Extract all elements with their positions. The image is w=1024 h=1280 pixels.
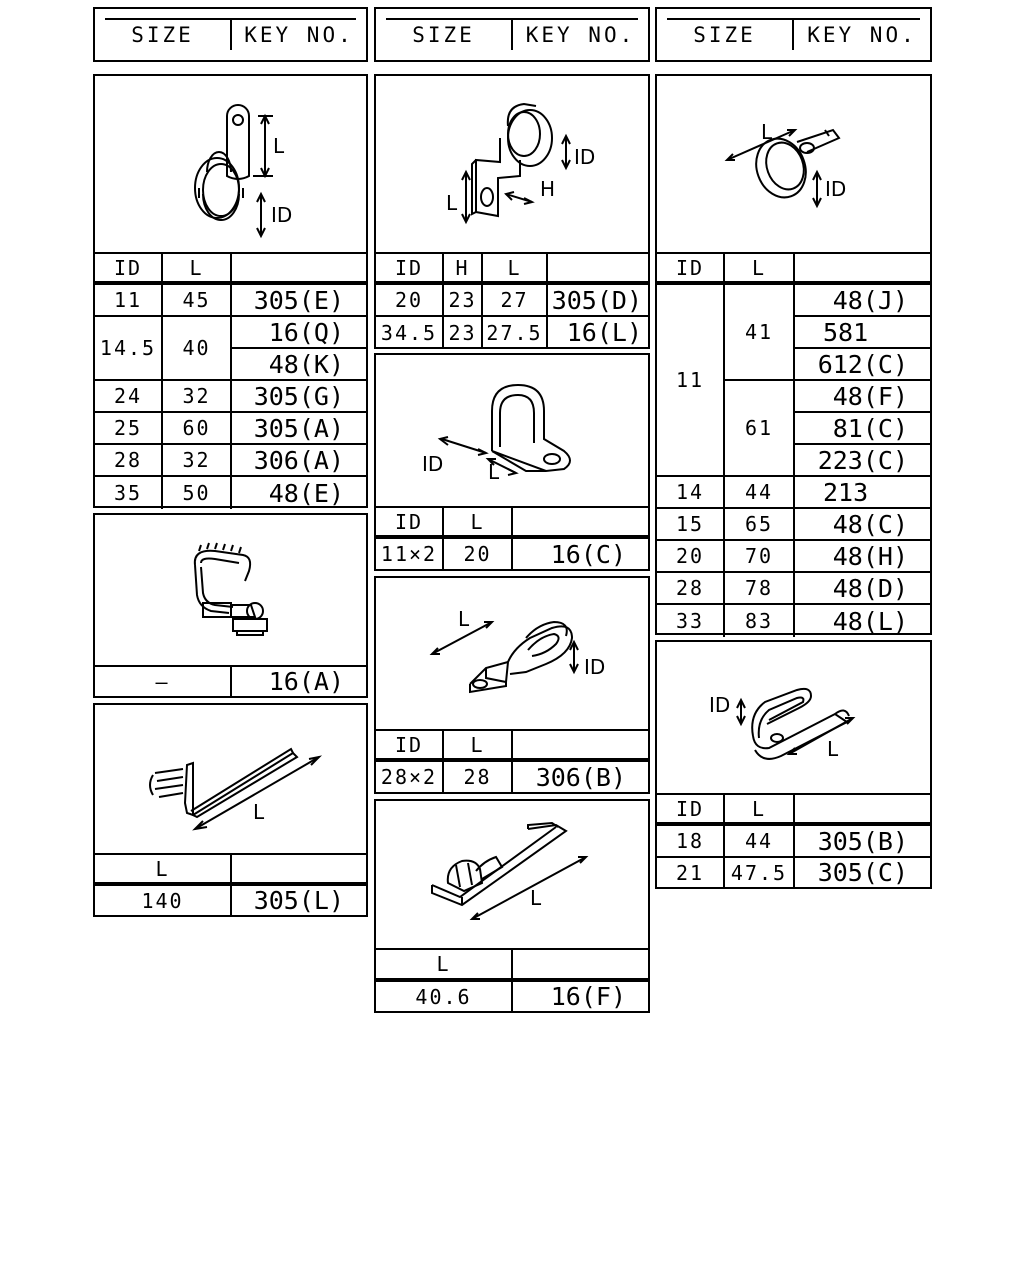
col-id: ID <box>657 254 725 285</box>
cell-key: 612(C) <box>795 349 930 381</box>
col-l: L <box>444 731 513 762</box>
cell-l: 50 <box>163 477 232 509</box>
cell-key: 16(L) <box>566 318 642 347</box>
cell-id: 20 <box>376 285 444 317</box>
cell-key: 581 <box>795 317 930 349</box>
dim-id: ID <box>422 452 444 476</box>
cell-l: 47.5 <box>725 858 795 887</box>
cell-l: 44 <box>725 826 795 858</box>
cell-id: 15 <box>657 509 725 541</box>
cell-l: 44 <box>725 477 795 509</box>
data-table <box>95 886 366 915</box>
cell-key: 48(D) <box>795 573 930 605</box>
header-row <box>376 252 648 285</box>
dim-h: H <box>540 177 556 201</box>
size-label: SIZE <box>95 20 232 50</box>
cell-id: 34.5 <box>376 317 444 348</box>
key-no-label: KEY NO. <box>525 23 636 47</box>
cell-l: 28 <box>444 762 513 792</box>
data-table <box>376 285 648 348</box>
data-table <box>657 826 930 887</box>
dim-l: L <box>253 800 265 824</box>
col-key <box>513 508 648 539</box>
data-table <box>657 285 930 637</box>
cell-key: 223(C) <box>795 445 930 477</box>
base-clip-drawing <box>376 801 648 949</box>
dim-l: L <box>458 607 470 631</box>
cell-l: 41 <box>725 285 795 381</box>
col-l: L <box>444 508 513 539</box>
cell-l: 27 <box>483 285 548 317</box>
size-key-header-col3 <box>655 7 932 62</box>
dim-id: ID <box>574 145 596 169</box>
clip-panel-c1b <box>93 513 368 698</box>
col-l: L <box>95 855 232 886</box>
header-row <box>376 948 648 982</box>
clip-panel-c2a <box>374 74 650 349</box>
col-key <box>795 254 930 285</box>
cell-id: 20 <box>657 541 725 573</box>
clip-panel-c3b <box>655 640 932 889</box>
cell-l: 70 <box>725 541 795 573</box>
cell-l: 60 <box>163 413 232 445</box>
dim-id: ID <box>271 203 293 227</box>
cell-l: 32 <box>163 445 232 477</box>
strap-clip-drawing <box>95 705 366 855</box>
col-key <box>548 254 648 285</box>
cell-l: 20 <box>444 539 513 569</box>
p-clip-drawing <box>95 76 366 254</box>
cell-key: 16(F) <box>550 982 626 1011</box>
cell-l: 83 <box>725 605 795 637</box>
clip-panel-c1c <box>93 703 368 917</box>
cell-key: 305(E) <box>232 285 366 317</box>
cell-key: 305(D) <box>548 285 648 317</box>
clip-panel-c2c <box>374 576 650 794</box>
cell-l: 27.5 <box>483 317 548 348</box>
cell-key: 306(B) <box>535 762 626 792</box>
header-row <box>95 853 366 886</box>
ring-clip-drawing <box>657 76 930 254</box>
cell-id: 33 <box>657 605 725 637</box>
cell-l: 32 <box>163 381 232 413</box>
col-id: ID <box>95 254 163 285</box>
cell-id: 28×2 <box>376 762 444 792</box>
data-table <box>376 762 648 792</box>
cell-l: 40 <box>163 317 232 381</box>
cell-key: 48(C) <box>795 509 930 541</box>
clip-panel-c2b <box>374 353 650 571</box>
size-key-header-col2 <box>374 7 650 62</box>
cell-id: 14 <box>657 477 725 509</box>
dim-l: L <box>488 460 500 484</box>
col-l: L <box>376 950 513 982</box>
cell-size: — <box>95 667 232 696</box>
cell-id: 18 <box>657 826 725 858</box>
cell-key: 305(G) <box>232 381 366 413</box>
col-id: ID <box>376 508 444 539</box>
cell-id: 35 <box>95 477 163 509</box>
dim-id: ID <box>709 693 731 717</box>
cell-key: 48(E) <box>268 478 344 508</box>
cell-id: 28 <box>95 445 163 477</box>
data-table <box>376 982 648 1011</box>
slot-clip-drawing <box>657 642 930 796</box>
col-l: L <box>725 254 795 285</box>
cell-l: 65 <box>725 509 795 541</box>
dim-l: L <box>273 134 285 158</box>
col-key <box>232 855 366 886</box>
dim-l: L <box>530 886 542 910</box>
key-row <box>95 665 366 696</box>
header-row <box>376 506 648 539</box>
bracket-clip-drawing <box>376 76 648 254</box>
header-row <box>95 252 366 285</box>
key-no-label: KEY NO. <box>807 23 917 47</box>
col-key <box>513 950 648 982</box>
cell-id: 11 <box>657 285 725 477</box>
cell-key: 48(K) <box>232 349 366 381</box>
double-loop-clip-drawing <box>376 578 648 730</box>
cell-key: 48(J) <box>795 285 930 317</box>
clip-panel-c2d <box>374 799 650 1013</box>
data-table <box>376 539 648 569</box>
cell-key: 16(A) <box>268 667 344 696</box>
header-row <box>376 729 648 762</box>
size-label: SIZE <box>657 20 794 50</box>
col-l: L <box>163 254 232 285</box>
loop-clip-drawing <box>376 355 648 507</box>
cell-key: 305(C) <box>817 858 908 887</box>
key-no-label: KEY NO. <box>244 23 354 47</box>
cell-h: 23 <box>444 285 483 317</box>
cell-key: 16(C) <box>550 539 626 569</box>
col-key <box>795 795 930 826</box>
cell-id: 24 <box>95 381 163 413</box>
cell-l: 40.6 <box>376 982 513 1011</box>
cell-id: 25 <box>95 413 163 445</box>
clip-panel-c1a <box>93 74 368 508</box>
cell-key: 305(B) <box>795 826 930 858</box>
dim-l: L <box>446 191 458 215</box>
size-label: SIZE <box>376 20 513 50</box>
col-h: H <box>444 254 483 285</box>
col-key <box>232 254 366 285</box>
col-l: L <box>725 795 795 826</box>
header-row <box>657 793 930 826</box>
cell-id: 11 <box>95 285 163 317</box>
cell-id: 28 <box>657 573 725 605</box>
cell-l: 78 <box>725 573 795 605</box>
dim-l: L <box>761 120 773 144</box>
cell-l: 45 <box>163 285 232 317</box>
cell-key: 81(C) <box>795 413 930 445</box>
cell-h: 23 <box>444 317 483 348</box>
cell-key: 213 <box>795 477 930 509</box>
col-l: L <box>483 254 548 285</box>
cell-key: 305(L) <box>253 886 344 915</box>
cell-l: 140 <box>95 886 232 915</box>
cell-key: 16(Q) <box>232 317 366 349</box>
cable-clamp-drawing <box>95 515 366 667</box>
dim-id: ID <box>584 655 606 679</box>
data-table <box>95 285 366 509</box>
cell-id: 14.5 <box>95 317 163 381</box>
cell-key: 306(A) <box>232 445 366 477</box>
cell-l: 61 <box>725 381 795 477</box>
col-id: ID <box>376 731 444 762</box>
cell-key: 48(L) <box>832 606 908 636</box>
dim-l: L <box>827 737 839 761</box>
cell-id: 11×2 <box>376 539 444 569</box>
col-id: ID <box>657 795 725 826</box>
cell-key: 48(F) <box>795 381 930 413</box>
size-key-header-col1 <box>93 7 368 62</box>
col-key <box>513 731 648 762</box>
clip-panel-c3a <box>655 74 932 635</box>
cell-key: 305(A) <box>232 413 366 445</box>
cell-key: 48(H) <box>795 541 930 573</box>
dim-id: ID <box>825 177 847 201</box>
cell-id: 21 <box>657 858 725 887</box>
col-id: ID <box>376 254 444 285</box>
header-row <box>657 252 930 285</box>
